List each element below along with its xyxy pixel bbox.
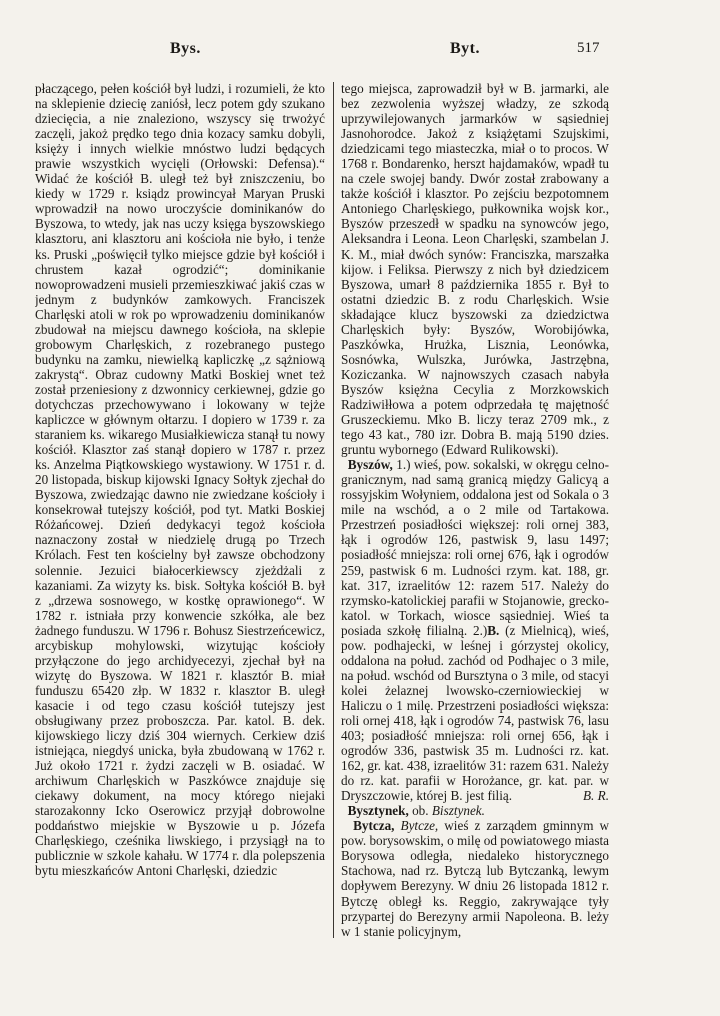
entry-byszow-signature: B. R. — [582, 788, 609, 804]
entry-byszow-text2: (z Mielnicą), wieś, pow. podhajecki, w leśnej i górzystej okolicy, oddalona na połud. zachód od Podhajec o 3 mile, na połud. wschód od Bursztyna o 3 mile, od stacyi kolei żelaznej lwowsko-czerniowieckiej w Haliczu o 1 milę. Przestrzeni posiadłości większa: roli ornej 418, łąk i ogrodów 74, pastwisk 76, lasu 403; posiadłość mniejsza: roli ornej 656, łąk i ogrodów 336, pastwisk 35 m. Ludności rz. kat. 162, gr. kat. 438, izraelitów 31: razem 631. Należy do rz. kat. parafii w Horożance, gr. kat. par. w Dryszczowie, której B. jest filią. — [341, 622, 609, 804]
entry-bytcza-text: wieś z zarządem gminnym w pow. borysowskim, o milę od powiatowego miasta Borysowa odległa, niedaleko historycznego Stachowa, nad rz. Bytczą lub Bytczanką, lewym dopływem Berezyny. W dniu 26 listopada 1812 r. Bytczę obległ ks. Reggio, zakrywające tyły przypartej do Berezyny armii Napoleona. B. leży w 1 stanie policyjnym, — [341, 818, 609, 939]
page-number: 517 — [577, 40, 600, 56]
entry-byszow-text: 1.) wieś, pow. sokalski, w okręgu celno-granicznym, nad samą granicą między Galicyą a rossyjskim Wołyniem, oddalona jest od Sokala o 3 mile na wschód, a o 2 mile od Tartakowa. Przestrzeń posiadłości większej: roli ornej 383, łąk i ogrodów 126, pastwisk 9, lasu 1497; posiadłość mniejsza: roli ornej 676, łąk i ogrodów 259, pastwisk 6 m. Ludności rzym. kat. 188, gr. kat. 317, izraelitów 12: razem 517. Należy do rzymsko-katolickiej parafii w Stojanowie, grecko-katol. w Torkach, wiosce sąsiedniej. Wieś ta posiada szkołę filialną. 2.) — [341, 457, 609, 638]
entry-bytcza-headword: Bytcza, — [353, 818, 395, 834]
running-header — [0, 40, 720, 62]
entry-byszow-headword: Byszów, — [347, 457, 393, 473]
entry-byszow — [341, 457, 609, 803]
column-divider — [333, 82, 334, 938]
entry-bysztynek-text: ob. — [412, 803, 429, 819]
entry-bysztynek — [341, 803, 609, 818]
left-column — [35, 81, 325, 981]
entry-byszow-b: B. — [487, 622, 500, 638]
entry-bysztynek-headword: Bysztynek, — [347, 803, 409, 819]
header-left-guide-word: Bys. — [170, 40, 201, 57]
entry-bytcza — [341, 818, 609, 938]
entry-bysztynek-ref: Bisztynek. — [431, 803, 485, 819]
right-column-continuation: tego miejsca, zaprowadził był w B. jarmarki, ale bez zezwolenia wyższej władzy, ze szkodą uprzywilejowanych jarmarków w sąsiedniej Jasnohorodce. Jakoż z książętami Szujskimi, dziedzicami tego miasteczka, miał o to procos. W 1768 r. Bondarenko, herszt hajdamaków, wpadł tu na czele swojej bandy. Dwór został zrabowany a także kościół i klasztor. Po zejściu bezpotomnem Antoniego Charlęskiego, pułkownika wojsk kor., Byszów przeszedł w spadku na synowców jego, Aleksandra i Leona. Leon Charlęski, szambelan J. K. M., miał dwóch synów: Franciszka, marszałka kijow. i Feliksa. Pierwszy z nich był dziedzicem Byszowa, umarł 8 października 1855 r. Był to ostatni dziedzic B. z rodu Charlęskich. Wsie składające klucz byszowski za dziedzictwa Charlęskich były: Byszów, Worobijówka, Paszkówka, Hrużka, Lisznia, Leonówka, Sosnówka, Wulszka, Jurówka, Jastrzębna, Koziczanka. W najnowszych czasach nabyła Byszów księżna Cecylia z Morzkowskich Radziwiłłowa a potem odprzedała tę majętność Gruszeckiemu. Mko B. liczy teraz 2709 mk., z tego 43 kat., 780 izr. Dobra B. mają 5190 dzies. gruntu wybornego (Edward Rulikowski). — [341, 81, 609, 458]
header-right-guide-word: Byt. — [450, 40, 480, 57]
right-column — [341, 81, 609, 981]
left-column-text: płaczącego, pełen kościół był ludzi, i rozumieli, że kto na sklepienie dziecię zaniósł, lecz potem gdy szukano dziecięcia, a nie znaleziono, wszyscy się trwożyć zaczęli, jakoż prędko tego dnia kozacy samku dobyli, księży i innych wielkie mnóstwo ludzi będących prawie wszystkich wycięli (Orłowski: Defensa).“ Widać że kościół B. uległ też był zniszczeniu, bo kiedy w 1729 r. ksiądz prowincyał Maryan Pruski wprowadził na nowo uroczyście dominikanów do Byszowa, to wtedy, jak nas uczy księga byszowskiego klasztoru, ani klasztoru ani kościoła nie było, i tenże ks. Pruski „poświęcił tylko miejsce gdzie był kościół i chrustem kazał ogrodzić“; dominikanie nowoprowadzeni musieli przemieszkiwać jakiś czas w jednym z budynków zamkowych. Franciszek Charlęski atoli w rok po wprowadzeniu dominikanów zbudował na miejscu dawnego kościoła, na sklepie grobowym Charlęskich, z rozebranego pustego budynku na zamku, niewielką kapliczkę „z sążniową zakrystą“. Obraz cudowny Matki Boskiej wnet też został przeniesiony z dzwonnicy cerkiewnej, gdzie go dotychczas przechowywano i lokowany w tejże kapliczce w głównym ołtarzu. I dopiero w 1739 r. za staraniem ks. wikarego Musiałkiewicza stanął tu nowy kościół. Klasztor zaś stanął dopiero w 1787 r. przez ks. Anzelma Piątkowskiego wystawiony. W 1751 r. d. 20 listopada, biskup kijowski Ignacy Sołtyk zjechał do Byszowa, zwiedzając dawno nie zwiedzane kościoły i konsekrował tutejszy kościół, pod tyt. Matki Boskiej Różańcowej. Dzień dedykacyi tegoż kościoła naznaczony został w niedzielę drugą po Trzech Królach. Fest ten kościelny był zawsze obchodzony solennie. Jezuici białocerkiewscy zjeżdżali z kazaniami. Za wizyty ks. bisk. Sołtyka kościół B. był z „drzewa sosnowego, w kostkę oprawionego“. W 1782 r. istniała przy konwencie szkółka, ale bez żadnego funduszu. W 1796 r. Bohusz Siestrzeńcewicz, arcybiskup mohylowski, wizytując kościoły przyłączone do jego archidyecezyi, zjechał był na wizytę do Byszowa. W 1821 r. klasztór B. miał funduszu 65420 złp. W 1832 r. klasztor B. uległ kasacie i od tego czasu kościół tutejszy jest obsługiwany przez proboszcza. Par. katol. B. dek. kijowskiego liczy dziś 304 wiernych. Cerkiew dziś istniejąca, niegdyś unicka, była zbudowaną w 1762 r. Już około 1721 r. żydzi zaczęli w B. osiadać. W archiwum Charlęskich w Paszkówce znajduje się ciekawy dokument, na mocy którego niejaki starozakonny Icko Oserowicz przyjął dobrowolne poddaństwo miejskie w Byszowie u p. Józefa Charlęskiego, cześnika liwskiego, i przysiągł na to publicznie w szkole kahału. W 1774 r. dla polepszenia bytu mieszkańców Antoni Charlęski, dziedzic — [35, 81, 325, 879]
entry-bytcza-alt: Bytcze, — [400, 818, 439, 834]
